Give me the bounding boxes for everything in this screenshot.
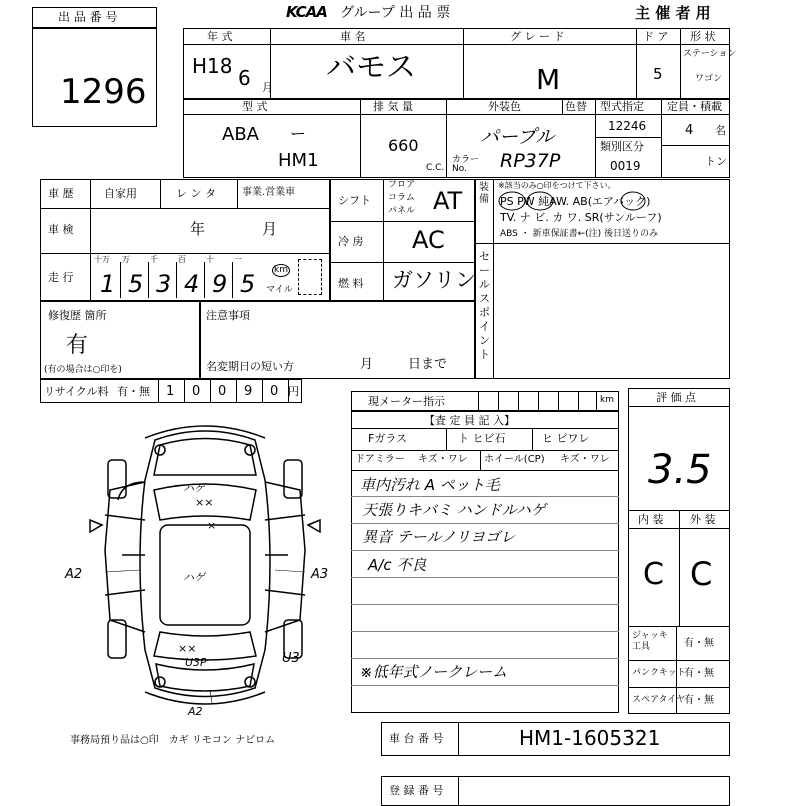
divider <box>351 496 619 497</box>
year-label: 年 式 <box>207 30 233 43</box>
capacity-persons: 4 <box>685 123 694 138</box>
fuel-value: ガソリン <box>392 268 476 292</box>
f-glass-label: Fガラス <box>368 432 407 445</box>
mileage-separator <box>232 262 233 298</box>
divider <box>463 28 464 98</box>
divider <box>628 660 730 661</box>
mark-rear-x: ×× <box>178 642 197 655</box>
meter-label: 現メーター指示 <box>368 395 445 408</box>
divider <box>330 262 475 263</box>
mileage-separator <box>120 262 121 298</box>
recycle-separator <box>210 379 211 403</box>
recycle-unit: 円 <box>288 385 299 398</box>
divider <box>330 221 475 222</box>
exterior-grade: C <box>690 555 713 593</box>
divider <box>446 428 447 450</box>
doors-value: 5 <box>653 65 663 83</box>
recycle-options: 有・無 <box>117 385 150 398</box>
wheel-label: ホイール(CP) <box>484 454 545 465</box>
mileage-separator <box>176 262 177 298</box>
divider <box>458 776 459 806</box>
class-code-value: 0019 <box>610 159 641 173</box>
divider <box>595 98 596 178</box>
sales-point-label: セールスポイント <box>479 250 490 361</box>
shift-panel: パネル <box>388 206 416 216</box>
evaluation-score: 3.5 <box>648 447 712 493</box>
inspector-comment-3: 異音 テールノリヨゴレ <box>362 528 516 546</box>
interior-label: 内 装 <box>638 513 664 526</box>
body-type-line1: ステーション <box>683 49 737 59</box>
divider <box>446 98 447 178</box>
organizer-label: 主 催 者 用 <box>635 4 711 22</box>
recycle-label: リサイクル料 <box>44 385 109 398</box>
meter-unit: km <box>600 395 614 405</box>
history-business: 事業.営業車 <box>242 187 296 198</box>
spare-tire-options: 有・無 <box>684 695 714 706</box>
inspector-comment-4: A/c 不良 <box>368 556 427 574</box>
spare-tire-label: スペアタイヤ <box>632 695 686 705</box>
shift-label: シフト <box>338 194 371 207</box>
puncture-kit-label: パンクキット <box>632 668 686 678</box>
divider <box>183 114 730 115</box>
notes-day: 日まで <box>408 357 448 372</box>
mile-label: マイル <box>266 285 293 295</box>
divider <box>351 604 619 605</box>
ac-value: AC <box>412 226 445 254</box>
repair-note: (有の場合は○印を) <box>44 365 122 375</box>
model-code: HM1 <box>278 150 319 171</box>
repair-value: 有 <box>66 333 89 358</box>
divider <box>351 685 619 686</box>
divider <box>90 179 91 301</box>
divider <box>351 658 619 659</box>
capacity-label: 定員・積載 <box>667 100 722 113</box>
mark-rear-u: U3P <box>185 656 207 669</box>
year-era: H18 <box>192 54 233 78</box>
interior-grade: C <box>643 557 664 592</box>
inspector-header: 【査 定 員 記 入】 <box>424 414 515 427</box>
mileage-label: 走 行 <box>48 271 74 284</box>
recycle-separator <box>262 379 263 403</box>
inspector-comment-5: ※低年式ノークレーム <box>360 663 508 681</box>
mileage-unit-label: 百 <box>178 255 186 264</box>
mark-hood: ハゲ <box>183 482 205 495</box>
recycle-digit: 9 <box>244 384 253 399</box>
doors-label: ド ア <box>643 30 669 43</box>
mark-hood-x: ×× <box>195 496 214 509</box>
mileage-unit-label: 一 <box>234 255 242 264</box>
divider <box>628 626 730 627</box>
body-type-line2: ワゴン <box>695 74 723 84</box>
divider <box>532 428 533 450</box>
mileage-unit-label: 万 <box>122 255 130 264</box>
mileage-digit: 5 <box>240 270 256 298</box>
grade-value: M <box>536 63 561 96</box>
lot-number-label: 出 品 番 号 <box>58 10 118 24</box>
recycle-digit: 0 <box>192 384 201 399</box>
mark-bottom: A2 <box>188 705 203 718</box>
exterior-label: 外 装 <box>690 513 716 526</box>
inspection-month: 月 <box>262 220 278 238</box>
wheel-options: キズ・ワレ <box>560 454 610 465</box>
mileage-unit-label: 十万 <box>94 255 110 264</box>
chassis-number: HM1-1605321 <box>519 726 661 750</box>
shift-column: コラム <box>388 193 415 203</box>
mileage-separator <box>204 262 205 298</box>
divider <box>538 391 539 411</box>
equipment-label: 装備 <box>479 182 489 205</box>
divider <box>160 179 161 208</box>
equipment-line1: PS PW 純AW. AB(エアバック) <box>500 195 651 208</box>
exterior-color-label: 外装色 <box>488 100 521 113</box>
car-diagram <box>60 420 350 720</box>
glass-mark-1: ト ヒビ石 <box>458 432 506 445</box>
divider <box>680 28 681 98</box>
divider <box>636 28 637 98</box>
divider <box>661 98 662 178</box>
month-unit: 月 <box>262 81 273 94</box>
divider <box>383 179 384 301</box>
mileage-unit-label: 千 <box>150 255 158 264</box>
mark-front-x: × <box>207 519 217 532</box>
divider <box>351 631 619 632</box>
divider <box>32 27 157 29</box>
model-prefix: ABA <box>222 124 259 145</box>
repair-label: 修復歴 箇所 <box>48 309 107 322</box>
mileage-digit: 4 <box>184 270 200 298</box>
door-mirror-options: キズ・ワレ <box>418 454 468 465</box>
divider <box>518 391 519 411</box>
shift-floor: フロア <box>388 180 416 190</box>
mark-right: A3 <box>311 567 329 582</box>
displacement-value: 660 <box>388 136 419 155</box>
inspector-comment-2: 天張りキバミ ハンドルハゲ <box>362 501 546 519</box>
mark-roof: ハゲ <box>183 571 205 584</box>
capacity-ton-unit: トン <box>705 155 727 168</box>
divider <box>351 577 619 578</box>
divider <box>351 523 619 524</box>
color-no-value: RP37P <box>500 150 561 172</box>
divider <box>498 391 499 411</box>
fuel-label: 燃 料 <box>338 277 364 290</box>
divider <box>475 243 730 244</box>
displacement-unit: C.C. <box>426 163 445 173</box>
history-private: 自家用 <box>104 187 137 200</box>
divider <box>351 470 619 471</box>
model-dash: ー <box>290 124 307 143</box>
grade-label: グ レ ー ド <box>510 30 565 43</box>
divider <box>351 450 619 451</box>
equipment-circles <box>494 186 664 214</box>
ac-label: 冷 房 <box>338 235 364 248</box>
recycle-separator <box>158 379 159 403</box>
recycle-separator <box>236 379 237 403</box>
km-label: km <box>274 265 288 275</box>
recycle-digit: 1 <box>166 384 175 399</box>
car-name-label: 車 名 <box>340 30 366 43</box>
notes-label: 注意事項 <box>206 309 250 322</box>
body-type-label: 形 状 <box>690 30 716 43</box>
type-designation-label: 型式指定 <box>600 100 644 113</box>
short-term-label: 名変期日の短い方 <box>206 360 294 373</box>
divider <box>183 44 730 45</box>
divider <box>661 145 730 146</box>
divider <box>628 687 730 688</box>
mark-left: A2 <box>65 567 83 582</box>
class-code-label: 類別区分 <box>600 140 644 153</box>
divider <box>578 391 579 411</box>
mileage-digit: 5 <box>128 270 144 298</box>
divider <box>40 208 330 209</box>
divider <box>595 137 661 138</box>
capacity-persons-unit: 名 <box>715 124 726 137</box>
model-label: 型 式 <box>242 100 268 113</box>
jack-label: ジャッキ工具 <box>632 631 668 652</box>
puncture-kit-options: 有・無 <box>684 668 714 679</box>
divider <box>480 450 481 470</box>
inspection-label: 車 検 <box>48 223 74 236</box>
evaluation-label: 評 価 点 <box>656 391 696 404</box>
divider <box>562 98 563 114</box>
shift-value: AT <box>433 187 463 215</box>
lot-number: 1296 <box>60 72 147 112</box>
divider <box>351 550 619 551</box>
recycle-digit: 0 <box>270 384 279 399</box>
mileage-separator <box>148 262 149 298</box>
exterior-color-value: パープル <box>480 126 555 148</box>
divider <box>478 391 479 411</box>
divider <box>237 179 238 208</box>
equipment-note: ※該当のみ○印をつけて下さい。 <box>498 181 616 190</box>
door-mirror-label: ドアミラー <box>355 454 405 465</box>
recycle-digit: 0 <box>218 384 227 399</box>
color-change-label: 色替 <box>565 100 587 113</box>
history-label: 車 歴 <box>48 187 74 200</box>
mileage-unit-label: 十 <box>206 255 214 264</box>
divider <box>628 406 730 407</box>
recycle-separator <box>184 379 185 403</box>
year-month: 6 <box>238 66 251 90</box>
history-rental: レ ン タ <box>176 187 216 200</box>
notes-month: 月 <box>360 357 374 372</box>
equipment-line3: ABS ・ 新車保証書←(注) 後日送りのみ <box>500 229 659 239</box>
divider <box>596 391 597 411</box>
form-title: グループ 出 品 票 <box>340 5 451 21</box>
car-name: バモス <box>326 50 416 85</box>
inspection-year: 年 <box>190 220 206 238</box>
divider <box>360 98 361 178</box>
divider <box>351 428 619 429</box>
kcaa-logo: KCAA <box>286 3 327 21</box>
registration-label: 登 録 番 号 <box>389 784 444 797</box>
mileage-digit: 3 <box>156 270 172 298</box>
color-no-label: カラー No. <box>452 155 480 174</box>
jack-options: 有・無 <box>684 638 714 649</box>
chassis-label: 車 台 番 号 <box>389 732 444 745</box>
mileage-digit: 9 <box>212 270 228 298</box>
divider <box>40 253 330 254</box>
office-items-label: 事務局預り品は○印 カギ リモコン ナビロム <box>70 735 276 746</box>
divider <box>679 510 680 626</box>
divider <box>458 722 459 756</box>
type-designation-value: 12246 <box>608 119 647 133</box>
mileage-digit: 1 <box>100 270 116 298</box>
displacement-label: 排 気 量 <box>373 100 413 113</box>
divider <box>558 391 559 411</box>
mileage-check-box <box>298 259 322 295</box>
mark-rear-right: U3 <box>282 651 300 666</box>
inspector-comment-1: 車内汚れ A ペット毛 <box>360 476 500 494</box>
equipment-line2: TV. ナ ビ. カ ワ. SR(サンルーフ) <box>500 211 662 224</box>
glass-mark-2: ヒ ビワレ <box>542 432 590 445</box>
